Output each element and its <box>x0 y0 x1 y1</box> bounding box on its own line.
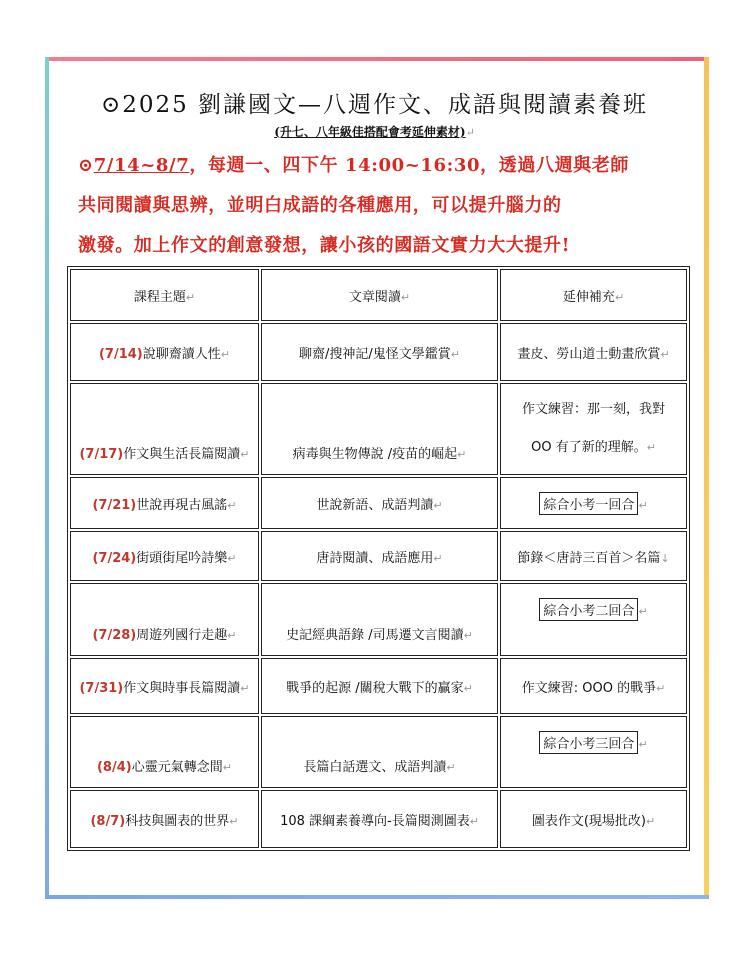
extra-cell: 綜合小考一回合 ↵ <box>500 477 687 529</box>
table-row <box>70 583 687 656</box>
topic-cell: (8/7)科技與圖表的世界↵ <box>70 790 259 848</box>
table-row <box>70 477 687 529</box>
topic-cell: (7/14)說聊齋讀人性↵ <box>70 323 259 381</box>
reading-cell: 病毒與生物傳說 /疫苗的崛起↵ <box>261 383 498 475</box>
extra-cell: 作文練習: OOO 的戰爭↵ <box>500 658 687 714</box>
frame-bottom-border <box>45 895 709 899</box>
extra-cell: 綜合小考二回合 ↵ <box>500 583 687 656</box>
extra-cell: 畫皮、勞山道士動畫欣賞↵ <box>500 323 687 381</box>
topic-cell: (7/28)周遊列國行走趣↵ <box>70 583 259 656</box>
page-title: ⊙2025 劉謙國文—八週作文、成語與閱讀素養班 <box>100 92 649 118</box>
extra-cell: 節錄＜唐詩三百首＞名篇↓ <box>500 531 687 581</box>
intro-line-3: 激發。加上作文的創意發想，讓小孩的國語文實力大大提升! <box>78 235 571 256</box>
quiz-box: 綜合小考一回合 <box>539 492 638 515</box>
intro-dates: 7/14~8/7 <box>93 155 190 176</box>
reading-cell: 史記經典語錄 /司馬遷文言閱讀↵ <box>261 583 498 656</box>
extra-cell: 作文練習：那一刻，我對 OO 有了新的理解。↵ <box>500 383 687 475</box>
extra-cell: 圖表作文(現場批改)↵ <box>500 790 687 848</box>
frame-top-border <box>45 57 709 61</box>
reading-cell: 戰爭的起源 /關稅大戰下的贏家↵ <box>261 658 498 714</box>
quiz-box: 綜合小考三回合 <box>539 731 638 754</box>
table-row <box>70 658 687 714</box>
table-row <box>70 383 687 475</box>
schedule-table <box>67 266 690 851</box>
reading-cell: 世說新語、成語判讀↵ <box>261 477 498 529</box>
reading-cell: 唐詩閱讀、成語應用↵ <box>261 531 498 581</box>
intro-line-2: 共同閱讀與思辨，並明白成語的各種應用，可以提升腦力的 <box>78 195 562 216</box>
extra-cell: 綜合小考三回合 ↵ <box>500 716 687 788</box>
table-row <box>70 323 687 381</box>
header-extra: 延伸補充↵ <box>500 269 687 321</box>
topic-cell: (8/4)心靈元氣轉念間↵ <box>70 716 259 788</box>
topic-cell: (7/24)街頭街尾吟詩樂↵ <box>70 531 259 581</box>
header-reading: 文章閱讀↵ <box>261 269 498 321</box>
frame-right-border <box>704 57 709 899</box>
topic-cell: (7/21)世說再現古風謠↵ <box>70 477 259 529</box>
topic-cell: (7/17)作文與生活長篇閱讀↵ <box>70 383 259 475</box>
frame-left-border <box>45 57 49 899</box>
topic-cell: (7/31)作文與時事長篇閱讀↵ <box>70 658 259 714</box>
reading-cell: 108 課綱素養導向-長篇閱測圖表↵ <box>261 790 498 848</box>
header-topic: 課程主題↵ <box>70 269 259 321</box>
subtitle: (升七、八年級佳搭配會考延伸素材)↵ <box>274 125 475 139</box>
intro-line-1: ⊙7/14~8/7，每週一、四下午 14:00~16:30，透過八週與老師 <box>78 155 629 176</box>
table-row <box>70 716 687 788</box>
intro-paragraph <box>78 146 690 266</box>
table-row <box>70 790 687 848</box>
reading-cell: 聊齋/搜神記/鬼怪文學鑑賞↵ <box>261 323 498 381</box>
table-row <box>70 531 687 581</box>
quiz-box: 綜合小考二回合 <box>539 598 638 621</box>
table-header-row <box>70 269 687 321</box>
reading-cell: 長篇白話選文、成語判讀↵ <box>261 716 498 788</box>
